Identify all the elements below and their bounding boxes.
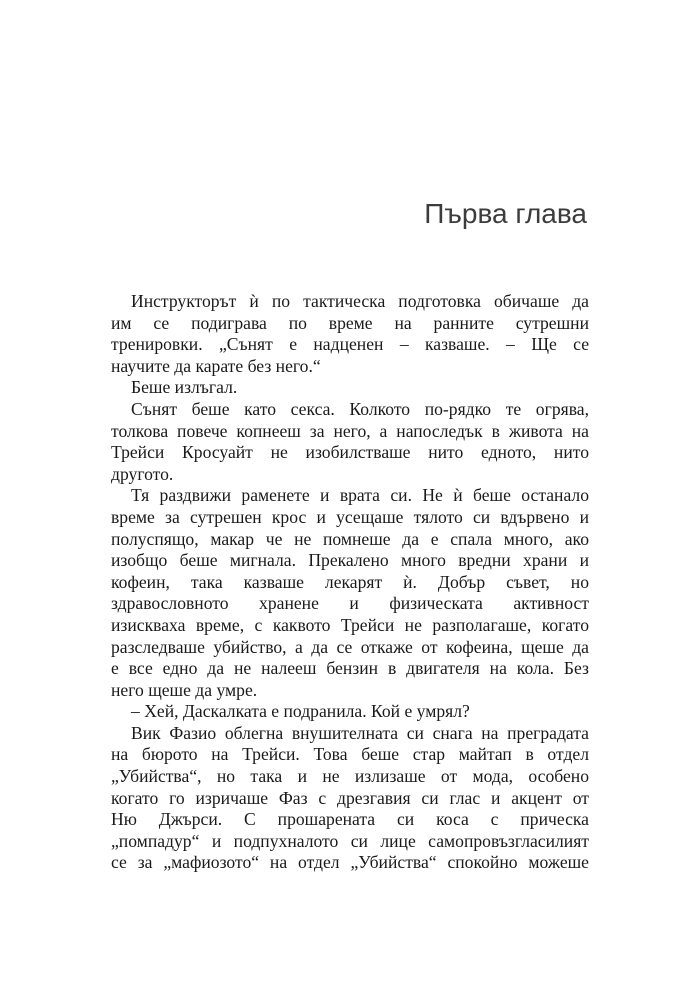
text-line: „помпадур“ и подпухналото си лице самопровъзгласилият [111,830,589,851]
text-line: „Убийства“, но така и не излизаше от мода, особено [111,766,589,787]
text-line: другото. [111,463,174,484]
paragraph [111,291,589,377]
text-line: време за сутрешен крос и усещаше тялото си вдървено и [111,506,589,527]
text-line: здравословното хранене и физическата активност [111,593,589,614]
text-line: – Хей, Даскалката е подранила. Кой е умрял? [131,701,470,722]
text-line: научите да карате без него.“ [111,355,321,376]
text-line: е все едно да не налееш бензин в двигателя на кола. Без [111,658,589,679]
text-line: на бюрото на Трейси. Това беше стар майтап в отдел [111,744,589,765]
text-line: разследваше убийство, а да се откаже от кофеина, щеше да [111,636,589,657]
text-line: Инструкторът ѝ по тактическа подготовка обичаше да [131,291,589,311]
text-line: Вик Фазио облегна внушителната си снага на преградата [131,722,589,743]
text-line: изобщо беше мигнала. Прекалено много вредни храни и [111,550,589,571]
text-line: Ню Джърси. С прошарената си коса с прическа [111,809,589,830]
text-line: Тя раздвижи раменете и врата си. Не ѝ беше останало [131,485,589,506]
paragraph [111,399,589,485]
paragraph [111,377,589,399]
text-line: се за „мафиозото“ на отдел „Убийства“ спокойно можеше [111,852,589,873]
text-line: когато го изричаше Фаз с дрезгавия си глас и акцент от [111,787,589,808]
paragraph [111,701,589,723]
text-line: Трейси Кросуайт не изобилстваше нито едното, нито [111,442,589,463]
text-line: Сънят беше като секса. Колкото по-рядко те огрява, [131,398,589,419]
chapter-title: Първа глава [424,198,587,229]
text-line: толкова повече копнееш за него, а напоследък в живота на [111,420,589,441]
text-line: тренировки. „Сънят е надценен – казваше. – Ще се [111,334,589,355]
paragraph [111,485,589,701]
chapter-body [111,291,589,874]
text-line: кофеин, така казваше лекарят ѝ. Добър съвет, но [111,571,589,592]
text-line: изискваха време, с каквото Трейси не разполагаше, когато [111,614,589,635]
text-line: полуспящо, макар че не помнеше да е спала много, ако [111,528,589,549]
text-line: Беше излъгал. [131,377,238,398]
text-line: него щеше да умре. [111,679,258,700]
paragraph [111,723,589,874]
text-line: им се подиграва по време на ранните сутрешни [111,312,589,333]
